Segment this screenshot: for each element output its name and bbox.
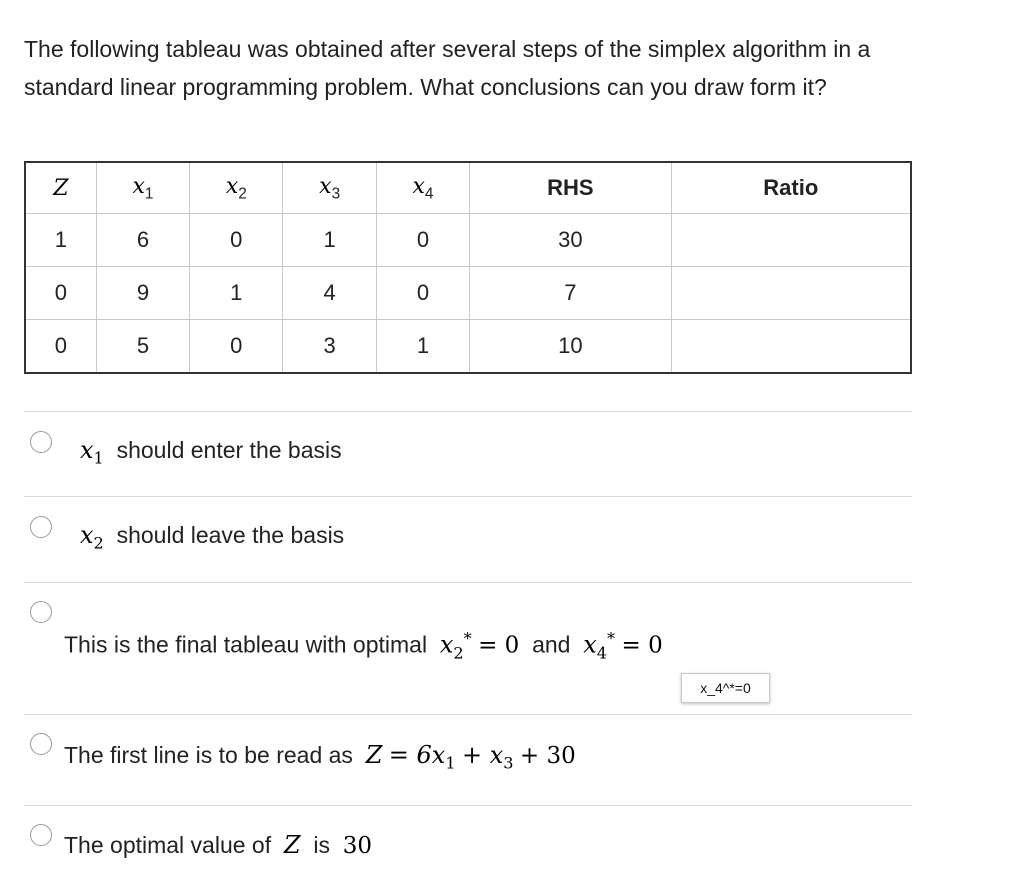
option-divider — [24, 714, 912, 715]
option-2-label[interactable]: $x_2$ should leave the basis — [80, 521, 345, 553]
math-tooltip: x_4^*=0 — [681, 673, 770, 703]
option-2-radio[interactable] — [30, 516, 52, 538]
table-cell: 9 — [96, 267, 189, 320]
table-row — [25, 214, 911, 267]
option-divider — [24, 582, 912, 583]
simplex-tableau — [24, 161, 912, 374]
option-divider — [24, 496, 912, 497]
option-3-label[interactable]: This is the final tableau with optimal $x_2^* = 0$ and $x_4^* = 0$ — [64, 629, 663, 663]
table-cell: 10 — [470, 320, 671, 374]
table-cell: 7 — [470, 267, 671, 320]
table-cell: 0 — [190, 214, 283, 267]
header-x1: $x_1$ — [96, 162, 189, 214]
table-cell: 30 — [470, 214, 671, 267]
option-divider — [24, 805, 912, 806]
table-row — [25, 320, 911, 374]
table-cell — [671, 214, 911, 267]
table-cell: 4 — [283, 267, 376, 320]
option-3-radio[interactable] — [30, 601, 52, 623]
table-row — [25, 267, 911, 320]
table-cell: 0 — [376, 267, 469, 320]
option-5-label[interactable]: The optimal value of Z is 30 — [64, 831, 373, 859]
header-rhs: RHS — [470, 162, 671, 214]
header-ratio: Ratio — [671, 162, 911, 214]
table-cell: 1 — [376, 320, 469, 374]
option-4-label[interactable]: The first line is to be read as $Z = 6x_1 + x_3 + 30$ — [64, 741, 576, 773]
table-cell — [671, 267, 911, 320]
option-4-radio[interactable] — [30, 733, 52, 755]
table-cell: 5 — [96, 320, 189, 374]
table-cell: 0 — [25, 320, 96, 374]
option-1-label[interactable]: $x_1$ should enter the basis — [80, 436, 342, 468]
option-5-radio[interactable] — [30, 824, 52, 846]
table-cell: 0 — [25, 267, 96, 320]
table-cell: 0 — [190, 320, 283, 374]
option-1-radio[interactable] — [30, 431, 52, 453]
table-cell — [671, 320, 911, 374]
question-text: The following tableau was obtained after several steps of the simplex algorithm in a standard linear programming problem. What conclusions can you draw form it? — [24, 36, 871, 100]
table-cell: 3 — [283, 320, 376, 374]
header-z: Z — [25, 162, 96, 214]
table-cell: 0 — [376, 214, 469, 267]
table-cell: 1 — [283, 214, 376, 267]
header-x4: $x_4$ — [376, 162, 469, 214]
table-header-row — [25, 162, 911, 214]
header-x3: $x_3$ — [283, 162, 376, 214]
table-cell: 6 — [96, 214, 189, 267]
header-x2: $x_2$ — [190, 162, 283, 214]
option-divider — [24, 411, 912, 412]
table-cell: 1 — [190, 267, 283, 320]
table-cell: 1 — [25, 214, 96, 267]
